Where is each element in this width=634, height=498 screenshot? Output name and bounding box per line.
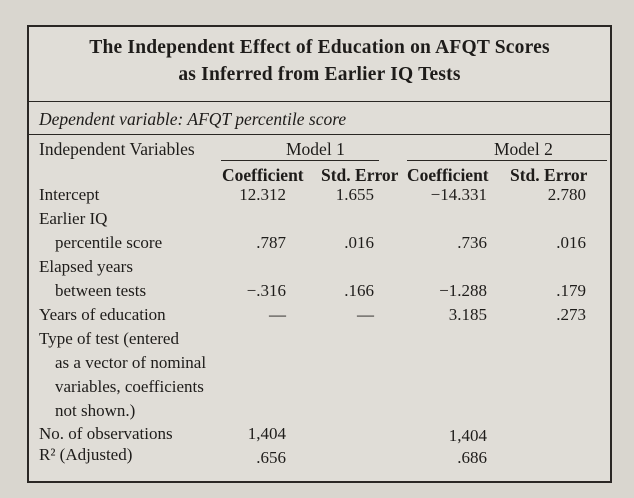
observations-label: No. of observations — [39, 424, 173, 443]
statistics-table — [27, 25, 612, 483]
independent-variables-header: Independent Variables — [39, 139, 195, 159]
r2-label: R² (Adjusted) — [39, 445, 133, 464]
test-type-label-line2: as a vector of nominal — [55, 353, 207, 372]
earlier-iq-m1-coef: .787 — [256, 233, 286, 252]
table-title-line1: The Independent Effect of Education on AFQT Scores — [89, 37, 550, 58]
model2-underline — [407, 160, 607, 161]
header-rule — [29, 134, 610, 135]
education-label: Years of education — [39, 305, 166, 324]
intercept-m1-se: 1.655 — [335, 185, 374, 204]
model1-underline — [221, 160, 379, 161]
test-type-label-line1: Type of test (entered — [39, 329, 179, 348]
elapsed-m2-se: .179 — [556, 281, 586, 300]
model1-std-error-header: Std. Error — [321, 165, 399, 185]
r2-m1: .656 — [256, 448, 286, 467]
model2-std-error-header: Std. Error — [510, 165, 588, 185]
earlier-iq-m2-se: .016 — [556, 233, 586, 252]
r2-m2: .686 — [457, 448, 487, 467]
intercept-m2-se: 2.780 — [547, 185, 586, 204]
intercept-m2-coef: −14.331 — [430, 185, 487, 204]
education-m1-se: — — [357, 305, 374, 324]
test-type-label-line3: variables, coefficients — [55, 377, 204, 396]
intercept-m1-coef: 12.312 — [239, 185, 286, 204]
table-title-line2: as Inferred from Earlier IQ Tests — [178, 64, 461, 85]
model2-header: Model 2 — [494, 139, 553, 159]
earlier-iq-m1-se: .016 — [344, 233, 374, 252]
model1-header: Model 1 — [286, 139, 345, 159]
observations-m1: 1,404 — [247, 424, 286, 443]
earlier-iq-m2-coef: .736 — [457, 233, 487, 252]
education-m2-coef: 3.185 — [448, 305, 487, 324]
elapsed-m2-coef: −1.288 — [439, 281, 487, 300]
model1-coefficient-header: Coefficient — [222, 165, 304, 185]
intercept-label: Intercept — [39, 185, 100, 204]
observations-m2: 1,404 — [448, 426, 487, 445]
elapsed-label-line1: Elapsed years — [39, 257, 133, 276]
title-rule — [29, 101, 610, 102]
dependent-variable-label: Dependent variable: AFQT percentile score — [39, 109, 347, 129]
test-type-label-line4: not shown.) — [55, 401, 136, 420]
elapsed-label-line2: between tests — [55, 281, 147, 300]
elapsed-m1-se: .166 — [344, 281, 374, 300]
earlier-iq-label-line1: Earlier IQ — [39, 209, 108, 228]
elapsed-m1-coef: −.316 — [246, 281, 286, 300]
earlier-iq-label-line2: percentile score — [55, 233, 163, 252]
education-m1-coef: — — [269, 305, 286, 324]
education-m2-se: .273 — [556, 305, 586, 324]
model2-coefficient-header: Coefficient — [407, 165, 489, 185]
